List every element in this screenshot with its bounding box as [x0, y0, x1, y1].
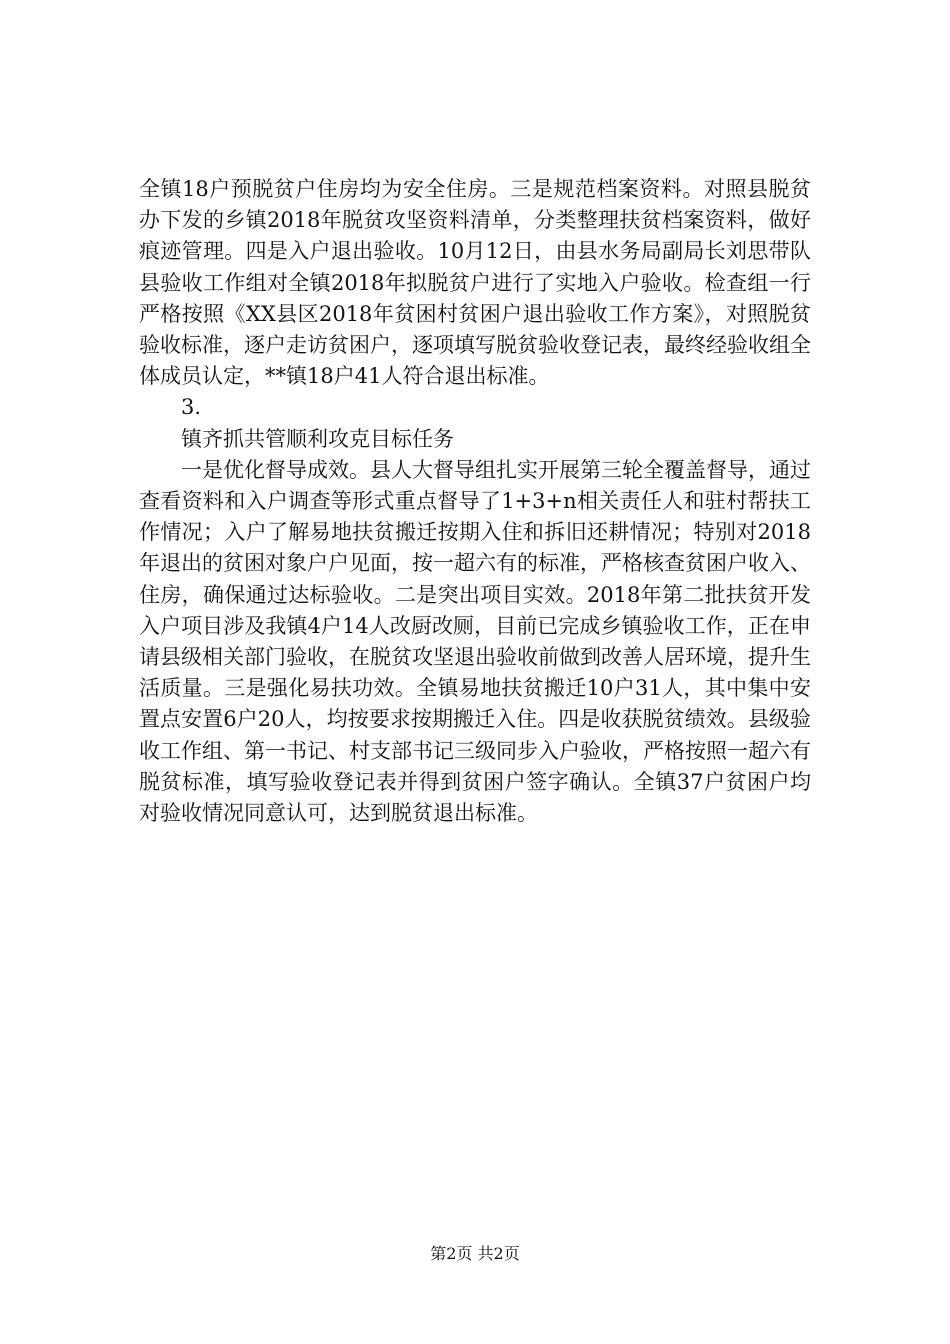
- paragraph-supervision-results: 一是优化督导成效。县人大督导组扎实开展第三轮全覆盖督导，通过查看资料和入户调查等形式重点督导了1+3+n相关责任人和驻村帮扶工作情况；入户了解易地扶贫搬迁按期入住和拆旧还耕情况；特别对2018年退出的贫困对象户户见面，按一超六有的标准，严格核查贫困户收入、住房，确保通过达标验收。二是突出项目实效。2018年第二批扶贫开发入户项目涉及我镇4户14人改厨改厕，目前已完成乡镇验收工作，正在申请县级相关部门验收，在脱贫攻坚退出验收前做到改善人居环境，提升生活质量。三是强化易扶功效。全镇易地扶贫搬迁10户31人，其中集中安置点安置6户20人，均按要求按期搬迁入住。四是收获脱贫绩效。县级验收工作组、第一书记、村支部书记三级同步入户验收，严格按照一超六有脱贫标准，填写验收登记表并得到贫困户签字确认。全镇37户贫困户均对验收情况同意认可，达到脱贫退出标准。: [139, 457, 811, 826]
- section-heading: 镇齐抓共管顺利攻克目标任务: [181, 426, 454, 451]
- paragraph-housing-archives-acceptance: 全镇18户预脱贫户住房均为安全住房。三是规范档案资料。对照县脱贫办下发的乡镇2018年脱贫攻坚资料清单，分类整理扶贫档案资料，做好痕迹管理。四是入户退出验收。10月12日，由县水务局副局长刘思带队县验收工作组对全镇2018年拟脱贫户进行了实地入户验收。检查组一行严格按照《XX县区2018年贫困村贫困户退出验收工作方案》，对照脱贫验收标准，逐户走访贫困户，逐项填写脱贫验收登记表，最终经验收组全体成员认定，**镇18户41人符合退出标准。: [139, 177, 811, 389]
- document-body: [139, 174, 811, 829]
- page-footer: 第2页 共2页: [430, 1244, 520, 1263]
- section-number: 3.: [181, 395, 202, 420]
